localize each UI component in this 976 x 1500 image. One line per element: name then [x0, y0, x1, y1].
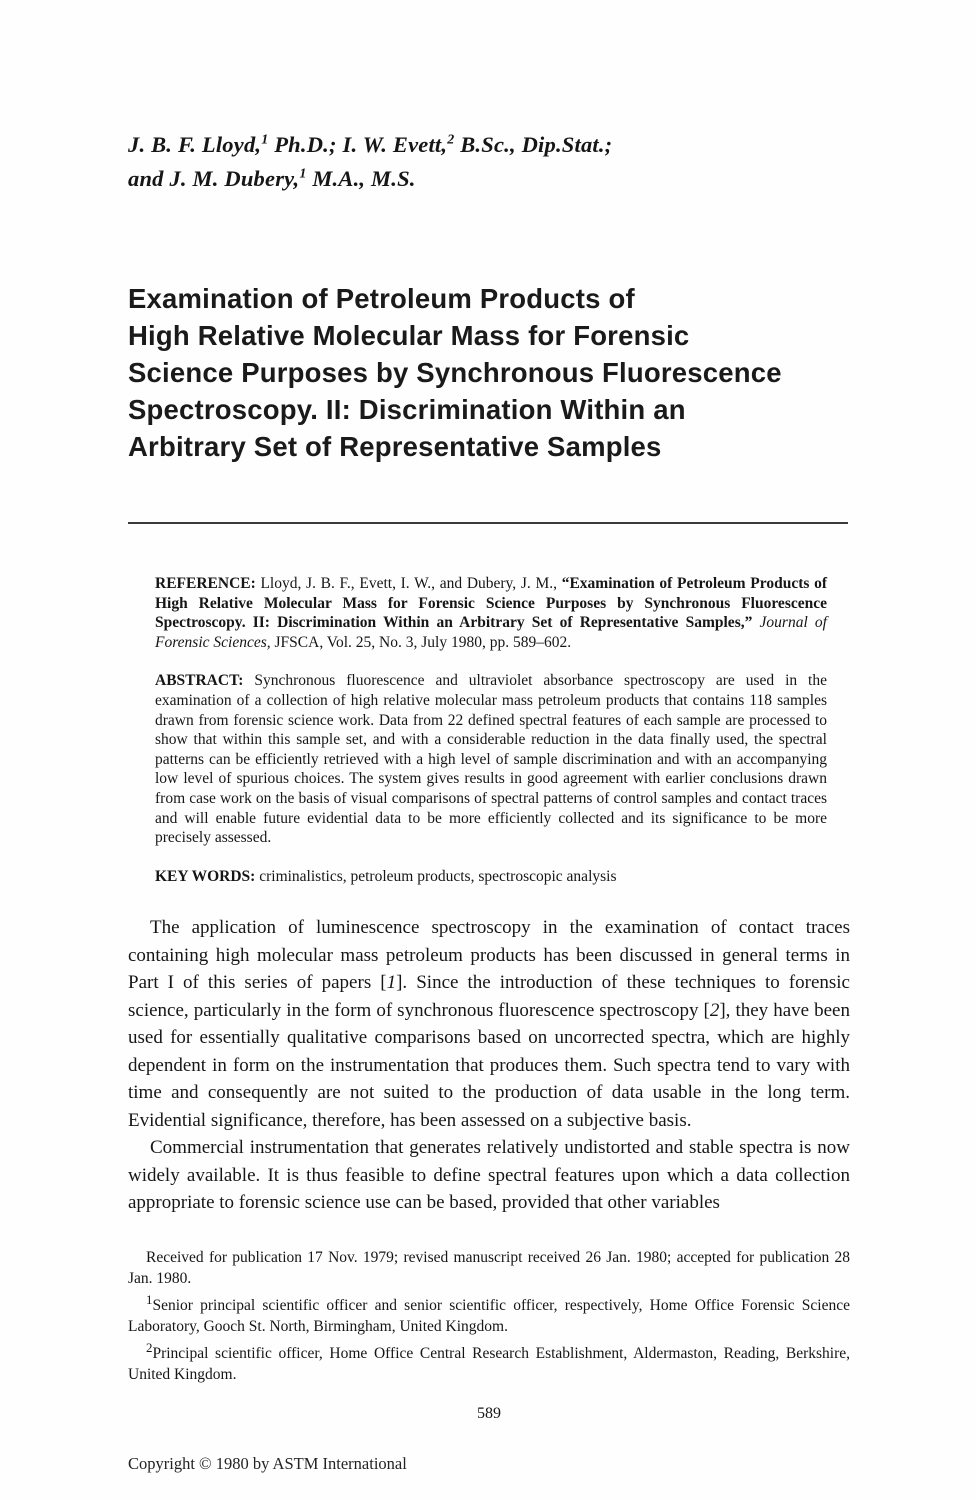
- footnote-2: [128, 1337, 850, 1385]
- paragraph-1: [128, 914, 850, 1134]
- footnote-marker-2: 2: [447, 132, 455, 148]
- paragraph-2: Commercial instrumentation that generates relatively undistorted and stable spectra is now widely available. It is thus feasible to define spectral features upon which a data collection appropriate to forensic science use can be based, provided that other variables: [128, 1137, 850, 1214]
- footnote-2-marker: 2: [146, 1339, 153, 1355]
- author-name-3: and J. M. Dubery,: [128, 166, 300, 191]
- author-degrees-1: Ph.D.; I. W. Evett,: [268, 132, 448, 157]
- footnote-1-marker: 1: [146, 1291, 153, 1307]
- paragraph-1-text-3: ], they have been used for essentially qualitative comparisons based on uncorrected spectra, which are highly dependent in form on the instrumentation that produces them. Such spectra tend to vary with time and consequently are not suited to the production of data usable in the long term. Evidential significance, therefore, has been assessed on a subjective basis.: [128, 999, 850, 1131]
- keywords-text: criminalistics, petroleum products, spectroscopic analysis: [255, 867, 617, 885]
- reference-paragraph: [155, 574, 827, 652]
- footnote-1: [128, 1289, 850, 1337]
- footnote-marker-3: 1: [299, 166, 307, 182]
- body-text: [128, 914, 850, 1217]
- copyright-line: Copyright © 1980 by ASTM International: [128, 1454, 407, 1473]
- footnote-marker-1: 1: [261, 132, 269, 148]
- reference-authors: Lloyd, J. B. F., Evett, I. W., and Dubery, J. M.,: [255, 575, 562, 592]
- received-note: Received for publication 17 Nov. 1979; revised manuscript received 26 Jan. 1980; accepted for publication 28 Jan. 1980.: [128, 1248, 850, 1287]
- title-line-1: Examination of Petroleum Products of: [128, 283, 635, 314]
- paragraph-1-text-2: ]. Since the introduction of these techniques to forensic science, particularly in the form of synchronous fluorescence spectroscopy [: [128, 972, 850, 1021]
- paragraph-1-text: The application of luminescence spectroscopy in the examination of contact traces containing high molecular mass petroleum products has been discussed in general terms in Part I of this series of papers [: [128, 917, 850, 994]
- divider-rule: [128, 522, 848, 524]
- author-name-1: J. B. F. Lloyd,: [128, 132, 262, 157]
- keywords-label: KEY WORDS:: [155, 867, 256, 885]
- abstract-label: ABSTRACT:: [155, 672, 244, 690]
- reference-label: REFERENCE:: [155, 575, 256, 592]
- reference-journal: Journal of Forensic Sciences,: [155, 614, 827, 651]
- title-line-5: Arbitrary Set of Representative Samples: [128, 431, 662, 462]
- citation-ref-1: 1: [386, 972, 397, 994]
- keywords-paragraph: [155, 867, 827, 887]
- abstract-text: Synchronous fluorescence and ultraviolet absorbance spectroscopy are used in the examination of a collection of high relative molecular mass petroleum products that contains 118 samples drawn from forensic science work. Data from 22 defined spectral features of each sample are processed to show that within this sample set, and with a considerable reduction in the data finally used, the spectral patterns can be efficiently retrieved with a high level of sample discrimination and with an accompanying low level of spurious choices. The system gives results in good agreement with earlier conclusions drawn from case work on the basis of visual comparisons of spectral patterns of control samples and contact traces and will enable future evidential data to be more efficiently collected and its significance to be more precisely assessed.: [155, 672, 827, 847]
- paper-title: [128, 280, 850, 465]
- title-line-4: Spectroscopy. II: Discrimination Within an: [128, 394, 686, 425]
- footnote-1-text: Senior principal scientific officer and senior scientific officer, respectively, Home Office Forensic Science Laboratory, Gooch St. North, Birmingham, United Kingdom.: [128, 1296, 850, 1335]
- footnotes-block: [128, 1247, 850, 1385]
- title-line-3: Science Purposes by Synchronous Fluorescence: [128, 357, 782, 388]
- author-degrees-3: M.A., M.S.: [306, 166, 416, 191]
- author-line: [128, 0, 850, 196]
- title-line-2: High Relative Molecular Mass for Forensic: [128, 320, 690, 351]
- reference-title: “Examination of Petroleum Products of High Relative Molecular Mass for Forensic Science Purposes by Synchronous Fluorescence Spectroscopy. II: Discrimination Within an Arbitrary Set of Representative Samples,”: [155, 575, 827, 632]
- front-matter-block: [155, 574, 827, 886]
- citation-ref-2: 2: [709, 999, 720, 1021]
- page-content: [128, 0, 850, 1423]
- page-number: 589: [477, 1405, 501, 1423]
- reference-citation: JFSCA, Vol. 25, No. 3, July 1980, pp. 589–602.: [270, 633, 572, 651]
- abstract-paragraph: [155, 671, 827, 847]
- author-degrees-2: B.Sc., Dip.Stat.;: [454, 132, 613, 157]
- footnote-2-text: Principal scientific officer, Home Office Central Research Establishment, Aldermaston, Reading, Berkshire, United Kingdom.: [128, 1345, 850, 1384]
